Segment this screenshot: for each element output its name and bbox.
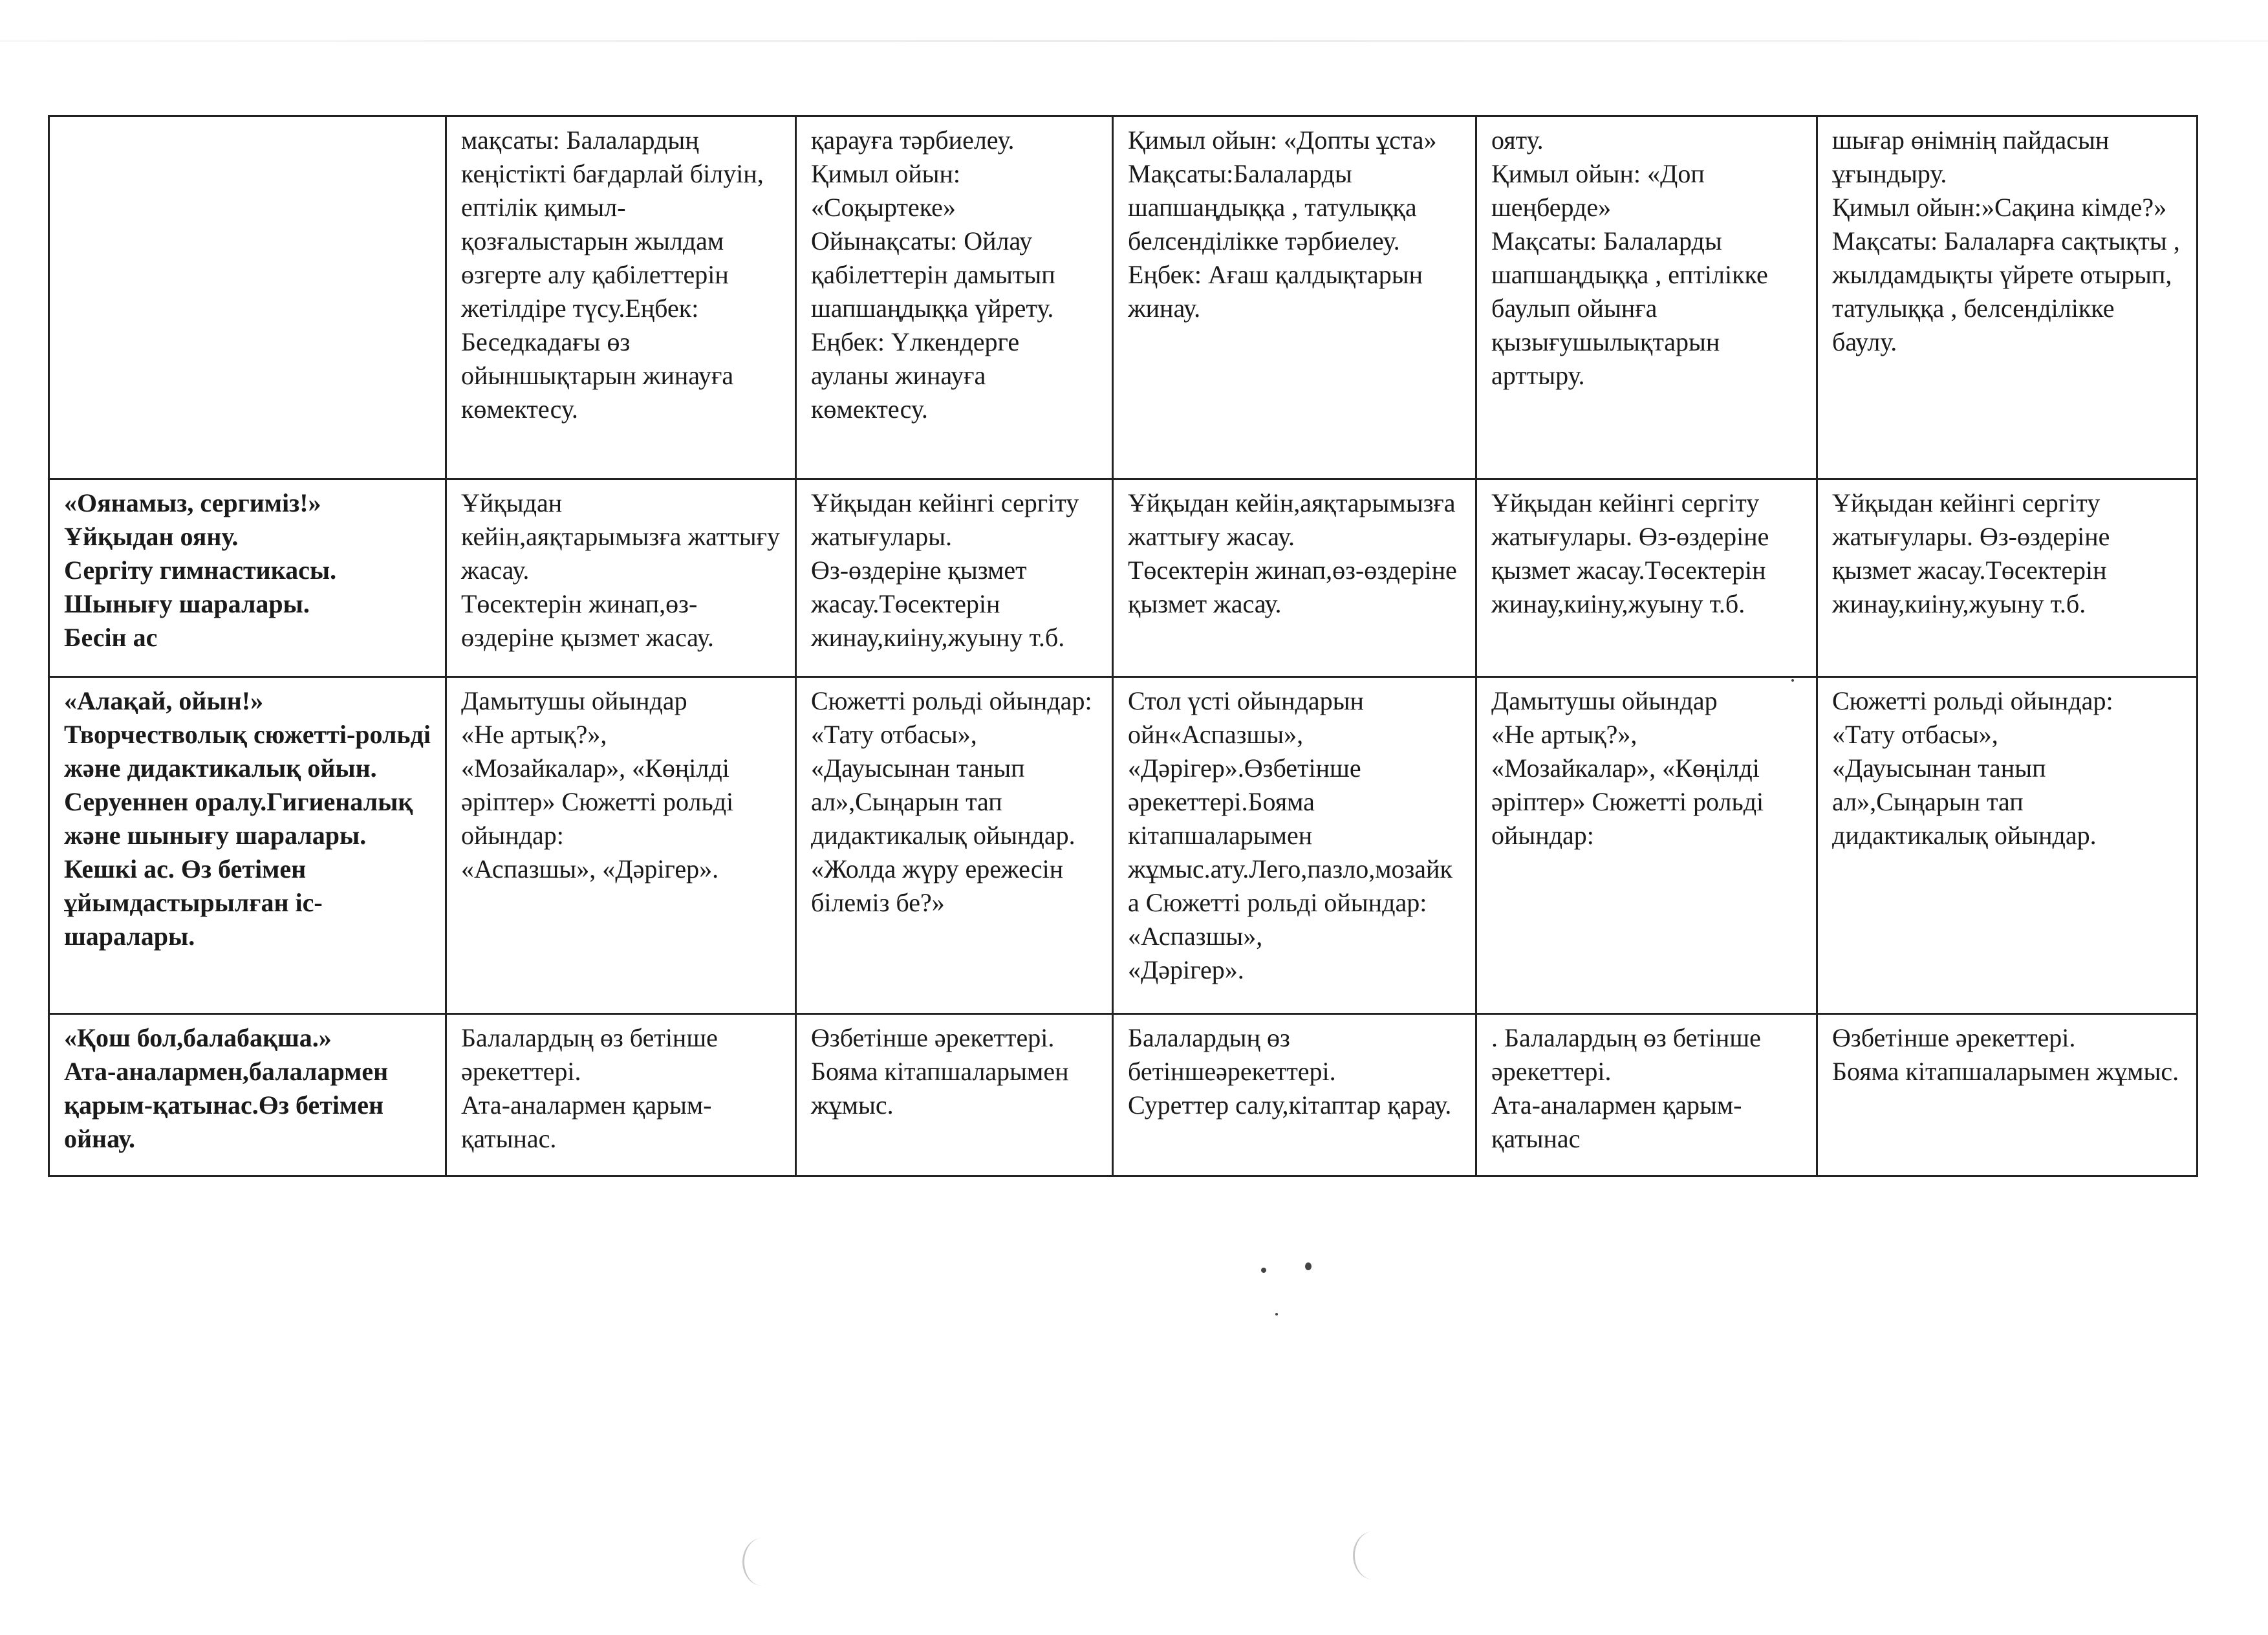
day-cell: Дамытушы ойындар «Не артық?», «Мозайкалар», «Көңілді әріптер» Сюжетті рольді ойындар: «Аспазшы», «Дәрігер». <box>446 677 796 1014</box>
day-cell: ояту. Қимыл ойын: «Доп шеңберде» Мақсаты: Балаларды шапшаңдыққа , ептілікке баулып ойынға қызығушылықтарын арттыру. <box>1476 116 1817 479</box>
day-cell: Балалардың өз бетінше әрекеттері. Ата-аналармен қарым-қатынас. <box>446 1014 796 1176</box>
activity-title-cell: «Алақай, ойын!» Творчестволық сюжетті-рольді және дидактикалық ойын. Серуеннен оралу.Гигиеналық және шынығу шаралары. Кешкі ас. Өз бетімен ұйымдастырылған іс-шаралары. <box>49 677 446 1014</box>
day-cell: мақсаты: Балалардың кеңістікті бағдарлай білуін, ептілік қимыл-қозғалыстарын жылдам өзгерте алу қабілеттерін жетілдіре түсу.Еңбек: Беседкадағы өз ойыншықтарын жинауға көмектесу. <box>446 116 796 479</box>
day-cell: Балалардың өз бетіншеәрекеттері. Суреттер салу,кітаптар қарау. <box>1113 1014 1476 1176</box>
day-cell: Өзбетінше әрекеттері. Бояма кітапшаларымен жұмыс. <box>1817 1014 2198 1176</box>
scan-edge-line <box>0 40 2268 42</box>
table-row <box>49 1014 2198 1176</box>
scan-speck <box>1791 679 1794 682</box>
day-cell: Ұйқыдан кейін,аяқтарымызға жаттығу жасау. Төсектерін жинап,өз-өздеріне қызмет жасау. <box>1113 479 1476 677</box>
punch-hole-mark <box>742 1538 782 1586</box>
scan-speck <box>1305 1262 1312 1270</box>
day-cell: Қимыл ойын: «Допты ұста» Мақсаты:Балаларды шапшаңдыққа , татулыққа белсенділікке тәрбиелеу. Еңбек: Ағаш қалдықтарын жинау. <box>1113 116 1476 479</box>
day-cell: шығар өнімнің пайдасын ұғындыру. Қимыл ойын:»Сақина кімде?» Мақсаты: Балаларға сақтықты , жылдамдықты үйрете отырып, татулыққа , белсенділікке баулу. <box>1817 116 2198 479</box>
activity-title-cell: «Оянамыз, сергиміз!» Ұйқыдан ояну. Сергіту гимнастикасы. Шынығу шаралары. Бесін ас <box>49 479 446 677</box>
day-cell: Сюжетті рольді ойындар: «Тату отбасы», «Дауысынан танып ал»,Сыңарын тап дидактикалық ойындар. «Жолда жүру ережесін білеміз бе?» <box>796 677 1113 1014</box>
activity-title-cell <box>49 116 446 479</box>
day-cell: Ұйқыдан кейінгі сергіту жатығулары. Өз-өздеріне қызмет жасау.Төсектерін жинау,киіну,жуыну т.б. <box>796 479 1113 677</box>
day-cell: . Балалардың өз бетінше әрекеттері. Ата-аналармен қарым-қатынас <box>1476 1014 1817 1176</box>
day-cell: Ұйқыдан кейінгі сергіту жатығулары. Өз-өздеріне қызмет жасау.Төсектерін жинау,киіну,жуыну т.б. <box>1817 479 2198 677</box>
day-cell: Стол үсті ойындарын ойн«Аспазшы», «Дәрігер».Өзбетінше әрекеттері.Бояма кітапшаларымен жұмыс.ату.Лего,пазло,мозайка Сюжетті рольді ойындар: «Аспазшы», «Дәрігер». <box>1113 677 1476 1014</box>
daily-plan-table <box>48 115 2198 1177</box>
day-cell: қарауға тәрбиелеу. Қимыл ойын: «Соқыртеке» Ойынақсаты: Ойлау қабілеттерін дамытып шапшаңдыққа үйрету. Еңбек: Үлкендерге ауланы жинауға көмектесу. <box>796 116 1113 479</box>
day-cell: Ұйқыдан кейінгі сергіту жатығулары. Өз-өздеріне қызмет жасау.Төсектерін жинау,киіну,жуыну т.б. <box>1476 479 1817 677</box>
activity-title-cell: «Қош бол,балабақша.» Ата-аналармен,балалармен қарым-қатынас.Өз бетімен ойнау. <box>49 1014 446 1176</box>
day-cell: Дамытушы ойындар «Не артық?», «Мозайкалар», «Көңілді әріптер» Сюжетті рольді ойындар: <box>1476 677 1817 1014</box>
day-cell: Сюжетті рольді ойындар: «Тату отбасы», «Дауысынан танып ал»,Сыңарын тап дидактикалық ойындар. <box>1817 677 2198 1014</box>
scan-speck <box>1261 1268 1266 1273</box>
table-row <box>49 479 2198 677</box>
table-row <box>49 677 2198 1014</box>
punch-hole-mark <box>1353 1532 1392 1579</box>
table-row <box>49 116 2198 479</box>
day-cell: Ұйқыдан кейін,аяқтарымызға жаттығу жасау. Төсектерін жинап,өз-өздеріне қызмет жасау. <box>446 479 796 677</box>
day-cell: Өзбетінше әрекеттері. Бояма кітапшаларымен жұмыс. <box>796 1014 1113 1176</box>
scan-speck <box>1275 1313 1278 1316</box>
